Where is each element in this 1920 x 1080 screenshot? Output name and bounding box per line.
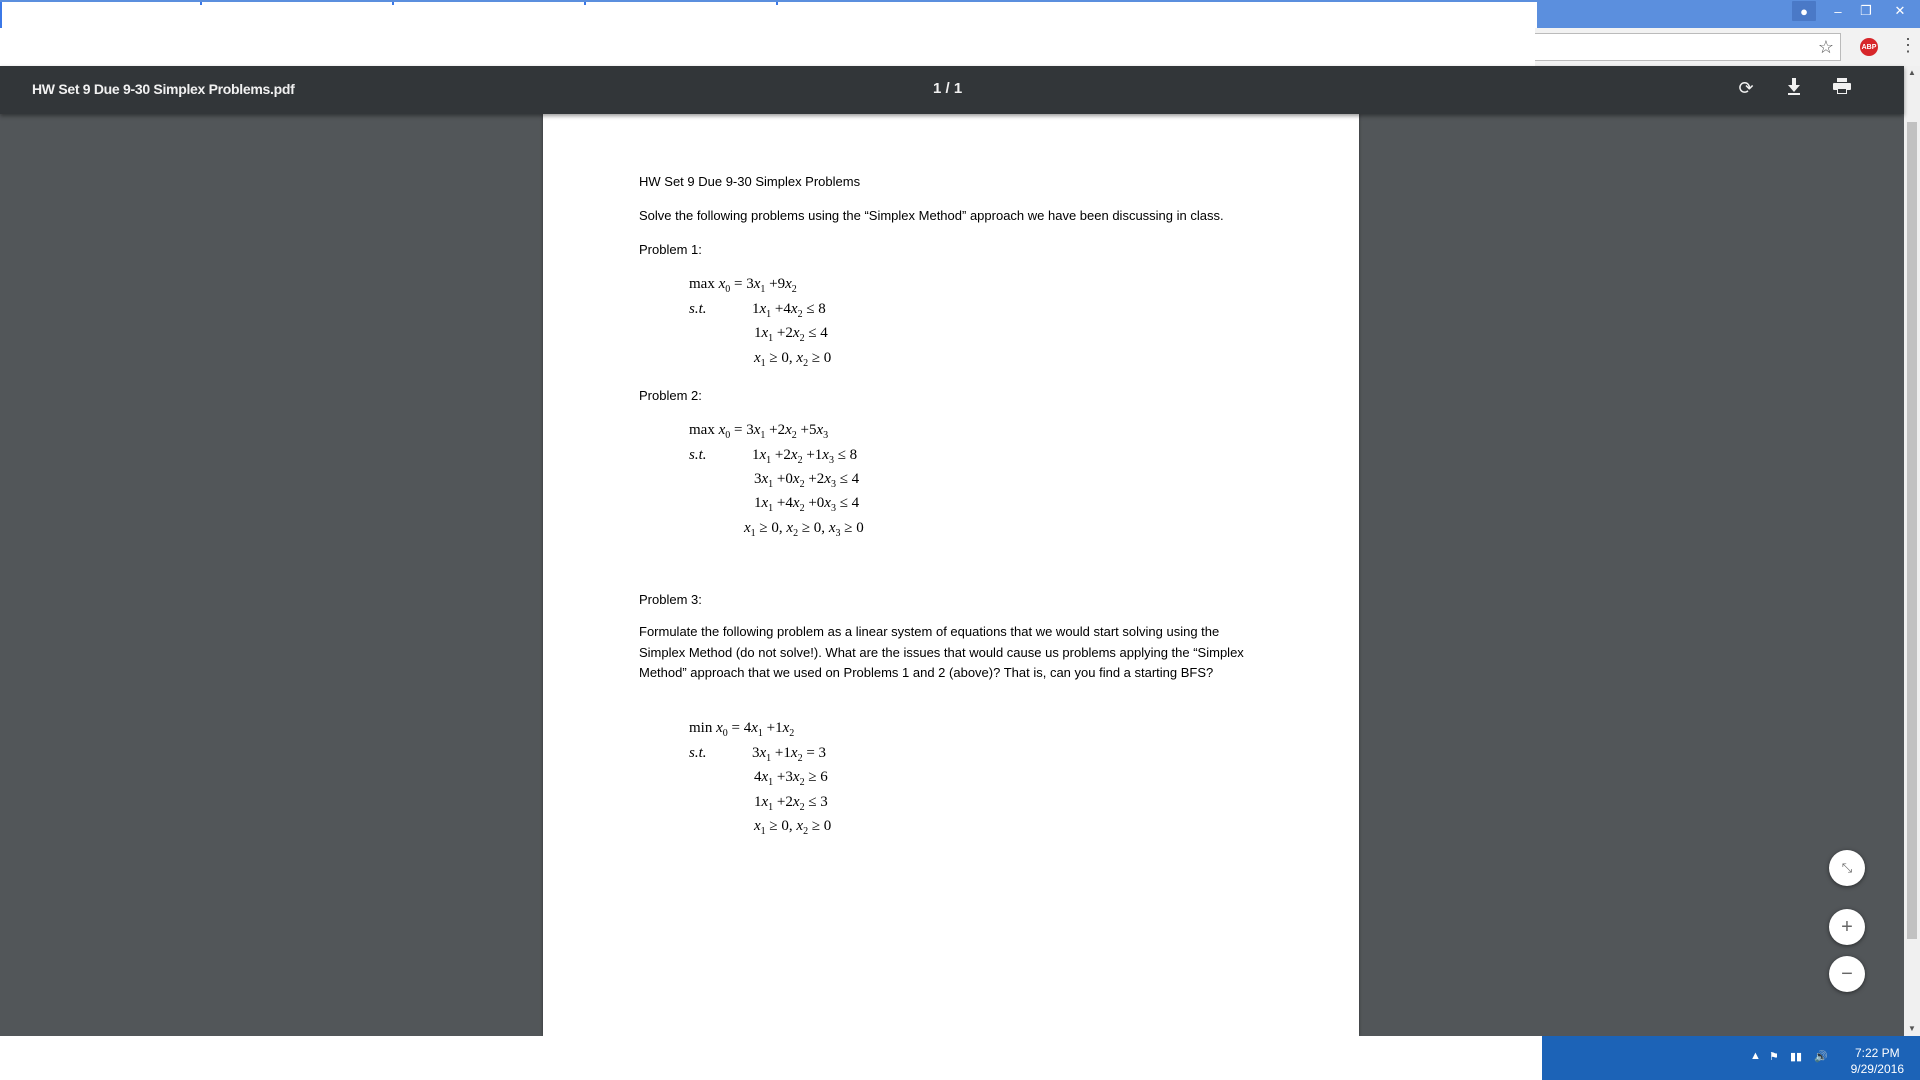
menu-dots-icon[interactable]: ⋮ [1899, 35, 1917, 55]
doc-heading: HW Set 9 Due 9-30 Simplex Problems [639, 174, 861, 189]
tab-area[interactable] [0, 2, 1537, 28]
download-icon[interactable] [1782, 78, 1806, 101]
system-clock[interactable] [1851, 1045, 1904, 1077]
page-indicator: 1 / 1 [933, 80, 963, 97]
download-shelf [0, 1036, 1542, 1080]
pdf-page: HW Set 9 Due 9-30 Simplex Problems Solve the following problems using the “Simplex Method” approach we have been discussing in class. Problem 1: $\max x_0 = 3x_1 +9x_2$ s.t. $1x_1 +4x_2 \le 8$ $1x_1 +2x_2 \le 4$ $x_1 \ge 0$, $x_2 \ge 0$ Problem 2: $\max x_0 = 3x_1 +2x_2 +5x_3$ s.t. $1x_1 +2x_2 +1x_3 \le 8$ $3x_1 +0x_2 +2x_3 \le 4$ $1x_1 +4x_2 +0x_3 \le 4$ $x_1 \ge 0$, $x_2 \ge 0$, $x_3 \ge 0$ Problem 3: Formulate the following problem as a linear system of equations that we would start solving using the Simplex Method (do not solve!). What are the issues that would cause us problems applying the “Simplex Method” approach that we used on Problems 1 and 2 (above)? That is, can you find a starting BFS? $\min x_0 = 4x_1 +1x_2$ s.t. $3x_1 +1x_2 = 3$ $4x_1 +3x_2 \ge 6$ $1x_1 +2x_2 \le 3$ $x_1 \ge 0$, $x_2 \ge 0$ [543, 114, 1359, 1036]
restore-icon[interactable]: ❐ [1860, 3, 1872, 18]
scroll-thumb[interactable] [1907, 122, 1917, 939]
fit-to-page-button[interactable]: ⤡ [1829, 850, 1865, 886]
problem3-text: Formulate the following problem as a linear system of equations that we would start solving using the Simplex Method (do not solve!). What are the issues that would cause us problems applying the “Simplex Method” approach that we used on Problems 1 and 2 (above)? That is, can you find a starting BFS? [639, 624, 1244, 680]
taskbar [1542, 1036, 1920, 1080]
problem2-label: Problem 2: [639, 388, 702, 403]
close-icon[interactable]: ✕ [1894, 3, 1906, 18]
tray-expand-icon[interactable]: ▲ [1750, 1050, 1761, 1062]
tab-strip [0, 0, 1920, 28]
flag-icon[interactable]: ⚑ [1769, 1051, 1779, 1063]
star-icon[interactable]: ☆ [1817, 37, 1834, 57]
profile-icon[interactable]: ● [1792, 1, 1816, 21]
browser-chrome [0, 0, 1920, 66]
tab-separator [776, 2, 778, 5]
volume-icon[interactable]: 🔊 [1814, 1051, 1828, 1063]
problem3-label: Problem 3: [639, 592, 702, 607]
problem1-label: Problem 1: [639, 242, 702, 257]
print-icon[interactable] [1830, 78, 1854, 99]
clock-time: 7:22 PM [1854, 1046, 1900, 1060]
clock-date: 9/29/2016 [1850, 1062, 1904, 1076]
tab-separator [200, 2, 202, 5]
network-icon[interactable]: ▮▮ [1790, 1051, 1803, 1063]
zoom-out-button[interactable]: − [1829, 956, 1865, 992]
pdf-toolbar [0, 66, 1904, 114]
scroll-down-icon[interactable]: ▼ [1908, 1024, 1916, 1033]
adblock-icon[interactable]: ABP [1860, 38, 1878, 56]
scroll-up-icon[interactable]: ▲ [1908, 68, 1916, 77]
pdf-title: HW Set 9 Due 9-30 Simplex Problems.pdf [32, 81, 295, 97]
tab-separator [584, 2, 586, 5]
minimize-icon[interactable]: – [1834, 3, 1842, 19]
doc-instructions: Solve the following problems using the “Simplex Method” approach we have been discussing in class. [639, 208, 1224, 223]
rotate-icon[interactable]: ⟳ [1738, 78, 1754, 98]
window-controls [1792, 0, 1920, 22]
zoom-in-button[interactable]: + [1829, 909, 1865, 945]
tab-separator [392, 2, 394, 5]
address-bar[interactable] [1535, 33, 1841, 61]
omnibox-row [1535, 28, 1920, 66]
